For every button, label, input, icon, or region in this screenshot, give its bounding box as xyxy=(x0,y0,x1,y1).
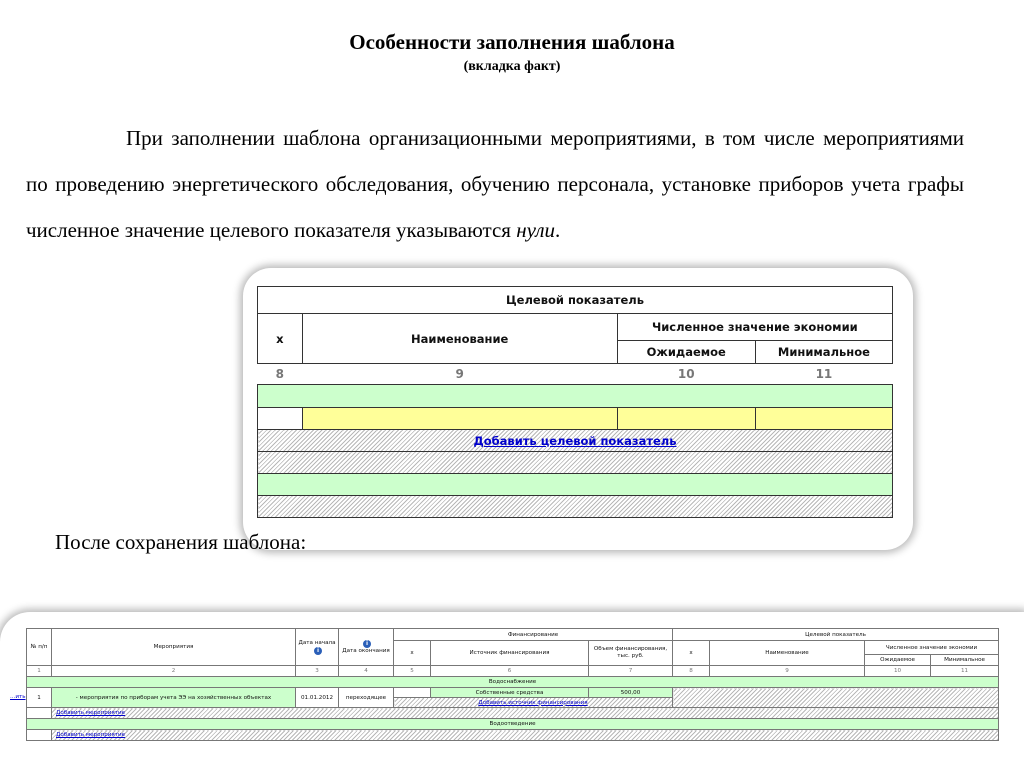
add-event-link[interactable]: Добавить мероприятие xyxy=(56,732,126,738)
tgt-min: Минимальное xyxy=(931,655,999,666)
row-end: переходящее xyxy=(339,688,394,708)
hatched-row xyxy=(258,452,893,474)
add-event-num-cell xyxy=(27,708,52,719)
fin-source: Источник финансирования xyxy=(431,641,589,666)
target-indicator-table xyxy=(257,286,893,518)
col-start-label: Дата начала xyxy=(298,639,336,646)
saved-template-screenshot xyxy=(0,612,1024,782)
green-row xyxy=(258,385,893,408)
side-edit-link[interactable]: ...ить xyxy=(10,694,26,700)
expected-input-cell[interactable] xyxy=(617,408,755,430)
section-wastewater: Водоотведение xyxy=(27,719,999,730)
hatched-row xyxy=(258,496,893,518)
target-group-header: Целевой показатель xyxy=(673,629,999,641)
name-input-cell[interactable] xyxy=(302,408,617,430)
tgt-x: x xyxy=(673,641,710,666)
col-number: 4 xyxy=(339,666,394,677)
target-indicator-screenshot xyxy=(243,268,913,550)
add-source-row xyxy=(394,698,673,708)
col-number: 3 xyxy=(296,666,339,677)
col-number: 8 xyxy=(258,364,303,385)
col-number: 10 xyxy=(617,364,755,385)
slide-title: Особенности заполнения шаблона xyxy=(349,30,675,54)
col-number: 5 xyxy=(394,666,431,677)
add-source-link[interactable]: Добавить источник финансирования xyxy=(478,699,588,706)
fin-volume: Объем финансирования, тыс. руб. xyxy=(589,641,673,666)
col-start xyxy=(296,629,339,666)
col-number: 2 xyxy=(52,666,296,677)
min-input-cell[interactable] xyxy=(755,408,892,430)
fin-x: x xyxy=(394,641,431,666)
paragraph-emphasis: нули xyxy=(516,218,556,242)
tgt-value: Численное значение экономии xyxy=(865,641,999,655)
col-name: Наименование xyxy=(302,314,617,364)
target-group-header: Целевой показатель xyxy=(258,287,893,314)
col-expected: Ожидаемое xyxy=(617,341,755,364)
row-target-hatched xyxy=(673,688,999,708)
col-number: 10 xyxy=(865,666,931,677)
row-source: Собственные средства xyxy=(431,688,589,698)
saved-template-table xyxy=(26,628,999,741)
col-number: 11 xyxy=(755,364,892,385)
add-event-num-cell xyxy=(27,730,52,741)
info-icon[interactable]: i xyxy=(314,647,322,655)
col-number: 6 xyxy=(431,666,589,677)
row-event: - мероприятия по приборам учета ЭЭ на хозяйственных объектах xyxy=(52,688,296,708)
slide-subtitle: (вкладка факт) xyxy=(463,59,561,74)
paragraph-end: . xyxy=(555,218,561,242)
col-number: 9 xyxy=(710,666,865,677)
after-save-label: После сохранения шаблона: xyxy=(55,530,307,554)
col-number: 9 xyxy=(302,364,617,385)
row-fin-x xyxy=(394,688,431,698)
x-cell xyxy=(258,408,303,430)
add-target-row xyxy=(258,430,893,452)
finance-group-header: Финансирование xyxy=(394,629,673,641)
add-event-row xyxy=(52,730,999,741)
col-number: 11 xyxy=(931,666,999,677)
col-number: 8 xyxy=(673,666,710,677)
paragraph-text: При заполнении шаблона организационными мероприятиями, в том числе мероприятиями по проведению энергетического обследования, обучению персонала, установке приборов учета графы численное значение целевого показателя указываются xyxy=(26,126,964,242)
tgt-name: Наименование xyxy=(710,641,865,666)
col-number: 7 xyxy=(589,666,673,677)
info-icon[interactable]: i xyxy=(363,640,371,648)
col-value: Численное значение экономии xyxy=(617,314,892,341)
add-target-link[interactable]: Добавить целевой показатель xyxy=(473,433,677,448)
col-end xyxy=(339,629,394,666)
green-row xyxy=(258,474,893,496)
col-min: Минимальное xyxy=(755,341,892,364)
row-start: 01.01.2012 xyxy=(296,688,339,708)
col-number: 1 xyxy=(27,666,52,677)
col-num: № п/п xyxy=(27,629,52,666)
description-paragraph xyxy=(26,115,964,253)
col-end-label: Дата окончания xyxy=(342,647,390,654)
add-event-link[interactable]: Добавить мероприятие xyxy=(56,710,126,716)
add-event-row xyxy=(52,708,999,719)
section-water-supply: Водоснабжение xyxy=(27,677,999,688)
col-event: Мероприятия xyxy=(52,629,296,666)
tgt-expected: Ожидаемое xyxy=(865,655,931,666)
col-x: x xyxy=(258,314,303,364)
row-volume: 500,00 xyxy=(589,688,673,698)
row-num: 1 xyxy=(27,688,52,708)
